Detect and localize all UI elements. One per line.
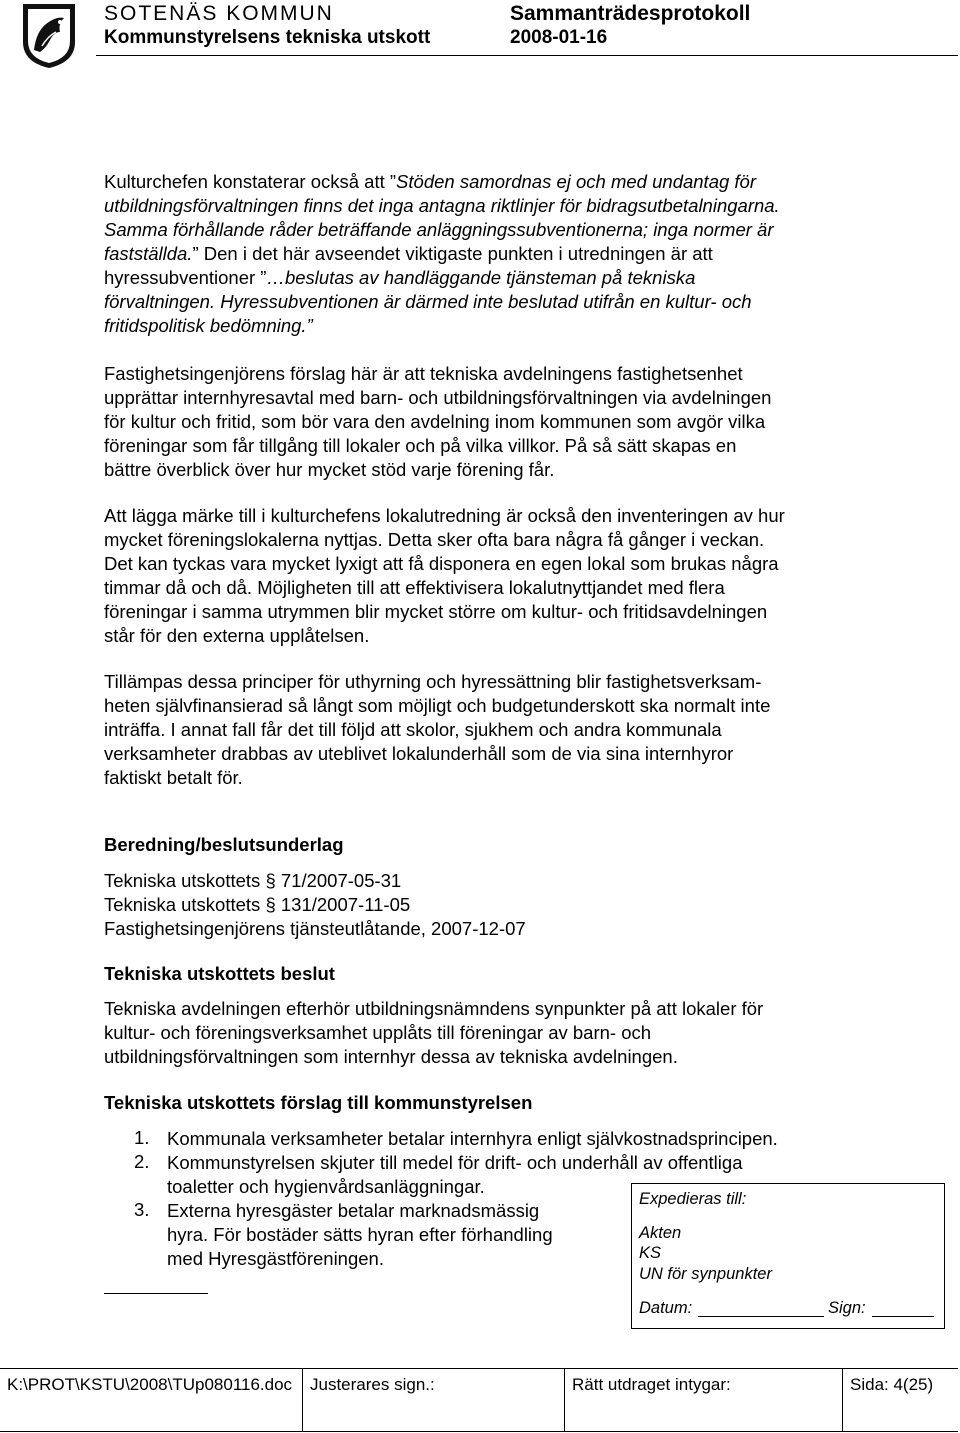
meeting-date: 2008-01-16 [510, 27, 608, 48]
date-line [698, 1316, 824, 1317]
paragraph-principles [104, 670, 904, 790]
footer-file-path: K:\PROT\KSTU\2008\TUp080116.doc [7, 1375, 293, 1394]
reference-list [104, 869, 904, 941]
footer-utdrag: Rätt utdraget intygar: [564, 1369, 843, 1431]
distribution-title: Expedieras till: [639, 1190, 747, 1208]
text-line: inträffa. I annat fall får det till följd att skolor, sjukhem och andra kommunala [104, 719, 722, 740]
paragraph-engineer-proposal [104, 362, 904, 482]
text-line: föreningar i samma utrymmen blir mycket större om kultur- och fritidsavdelningen [104, 601, 768, 622]
committee-name: Kommunstyrelsens tekniska utskott [104, 27, 431, 48]
text-line: kultur- och föreningsverksamhet upplåts till föreningar av barn- och [104, 1022, 652, 1043]
text-line: utbildningsförvaltningen finns det inga antagna riktlinjer för bidragsutbetalningarna. [104, 195, 780, 216]
list-item: Kommunala verksamheter betalar internhyra enligt självkostnadsprincipen. [167, 1128, 778, 1149]
paragraph-beslut [104, 997, 904, 1069]
text-line: bättre överblick över hur mycket stöd varje förening får. [104, 459, 555, 480]
list-item: Externa hyresgäster betalar marknadsmässig hyra. För bostäder sätts hyran efter förhandling med Hyresgästföreningen. [167, 1200, 553, 1269]
list-item: Kommunstyrelsen skjuter till medel för drift- och underhåll av offentliga toaletter och hygienvårdsanläggningar. [167, 1152, 743, 1197]
paragraph-inventory [104, 504, 904, 648]
section-heading-beredning: Beredning/beslutsunderlag [104, 834, 344, 855]
date-label: Datum: [639, 1299, 693, 1317]
text-line: Kulturchefen konstaterar också att ”Stöden samordnas ej och med undantag för [104, 171, 757, 192]
paragraph-sign-icon: § [265, 894, 276, 915]
document-type: Sammanträdesprotokoll [510, 2, 751, 25]
list-number: 1. [134, 1127, 150, 1148]
distribution-recipient: UN för synpunkter [639, 1265, 772, 1283]
reference-item: Tekniska utskottets § 131/2007-11-05 [104, 894, 411, 915]
distribution-recipient: KS [639, 1244, 662, 1262]
text-line: Tillämpas dessa principer för uthyrning och hyressättning blir fastighetsverksam- [104, 671, 762, 692]
reference-item: Fastighetsingenjörens tjänsteutlåtande, 2007-12-07 [104, 918, 526, 939]
text-line: utbildningsförvaltningen som internhyr dessa av tekniska avdelningen. [104, 1046, 678, 1067]
list-number: 3. [134, 1199, 150, 1220]
footer-page-number: Sida: 4(25) [842, 1369, 959, 1431]
text-line: Tekniska avdelningen efterhör utbildningsnämndens synpunkter på att lokaler för [104, 998, 764, 1019]
text-line: heten självfinansierad så långt som möjligt och budgetunderskott ska normalt inte [104, 695, 771, 716]
text-line: förvaltningen. Hyressubventionen är därmed inte beslutad utifrån en kultur- och [104, 291, 752, 312]
header-divider [96, 55, 958, 56]
text-line: fastställda.” Den i det här avseendet viktigaste punkten i utredningen är att [104, 243, 713, 264]
text-line: föreningar som får tillgång till lokaler och på vilka villkor. På så sätt skapas en [104, 435, 737, 456]
text-line: Det kan tyckas vara mycket lyxigt att få disponera en egen lokal som brukas några [104, 553, 779, 574]
distribution-recipient: Akten [639, 1224, 682, 1242]
list-number: 2. [134, 1151, 150, 1172]
text-line: faktiskt betalt för. [104, 767, 243, 788]
municipality-name: SOTENÄS KOMMUN [104, 2, 334, 25]
text-line: Att lägga märke till i kulturchefens lokalutredning är också den inventeringen av hur [104, 505, 785, 526]
text-line: Samma förhållande råder beträffande anläggningssubventionerna; inga normer är [104, 219, 774, 240]
footer-justerares: Justerares sign.: [302, 1369, 565, 1431]
text-line: timmar då och då. Möjligheten till att effektivisera lokalutnyttjandet med flera [104, 577, 725, 598]
municipality-crest-icon [20, 2, 78, 70]
paragraph-quote [104, 170, 904, 338]
page-footer [0, 1368, 958, 1432]
text-line: verksamheter drabbas av uteblivet lokalunderhåll som de via sina internhyror [104, 743, 734, 764]
sign-label: Sign: [828, 1299, 866, 1317]
sign-line [872, 1316, 934, 1317]
text-line: mycket föreningslokalerna nyttjas. Detta sker ofta bara några få gånger i veckan. [104, 529, 765, 550]
distribution-box [631, 1183, 945, 1329]
section-heading-forslag: Tekniska utskottets förslag till kommunstyrelsen [104, 1092, 533, 1113]
text-line: för kultur och fritid, som bör vara den avdelning inom kommunen som avgör vilka [104, 411, 766, 432]
text-line: upprättar internhyresavtal med barn- och utbildningsförvaltningen via avdelningen [104, 387, 772, 408]
reference-item: Tekniska utskottets § 71/2007-05-31 [104, 870, 402, 891]
text-line: står för den externa upplåtelsen. [104, 625, 370, 646]
text-line: fritidspolitisk bedömning.” [104, 315, 313, 336]
text-line: Fastighetsingenjörens förslag här är att tekniska avdelningens fastighetsenhet [104, 363, 743, 384]
paragraph-sign-icon: § [265, 870, 276, 891]
text-line: hyressubventioner ”…beslutas av handläggande tjänsteman på tekniska [104, 267, 696, 288]
section-end-rule [104, 1293, 208, 1294]
section-heading-beslut: Tekniska utskottets beslut [104, 963, 335, 984]
